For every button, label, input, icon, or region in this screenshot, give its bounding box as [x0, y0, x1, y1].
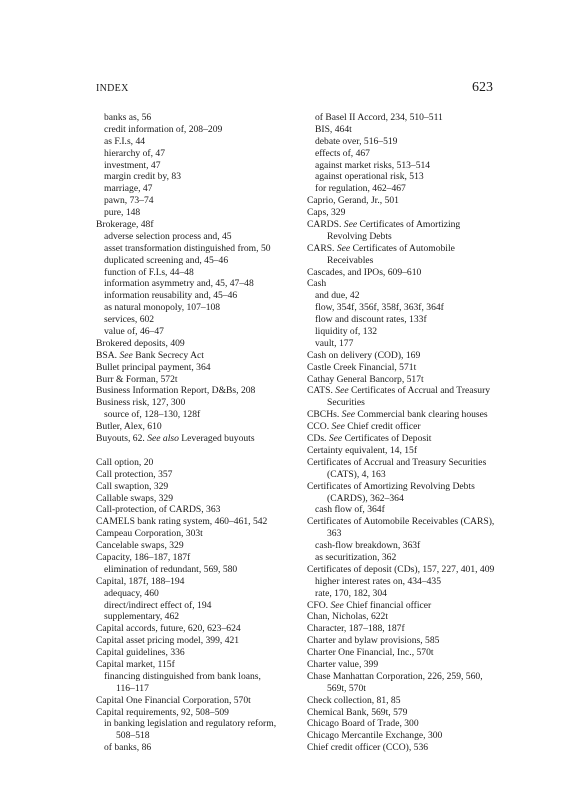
index-entry: [96, 635, 276, 647]
entry-text: of Basel II Accord, 234, 510–511: [315, 112, 443, 123]
index-subentry: [96, 267, 276, 279]
index-subentry: [307, 290, 494, 302]
index-entry: [307, 623, 494, 635]
index-entry: [307, 457, 494, 469]
index-entry: [96, 528, 276, 540]
cross-reference-target: Certificates of Deposit: [342, 433, 432, 445]
index-subentry: [96, 243, 276, 255]
index-subentry: [307, 231, 494, 243]
index-entry: [307, 362, 494, 374]
entry-text: Campeau Corporation, 303t: [96, 528, 203, 540]
entry-text: Call swaption, 329: [96, 480, 169, 492]
entry-text: duplicated screening and, 45–46: [104, 254, 229, 266]
index-subentry: [307, 683, 494, 695]
page-number: 623: [472, 80, 493, 95]
entry-text: investment, 47: [104, 159, 161, 171]
entry-text: Business risk, 127, 300: [96, 397, 186, 409]
index-entry: [307, 409, 494, 421]
entry-text: Business Information Report, D&Bs, 208: [96, 385, 256, 397]
entry-text: Chemical Bank, 569t, 579: [307, 706, 408, 718]
index-subentry: [307, 540, 494, 552]
index-entry: [96, 374, 276, 386]
entry-text: liquidity of, 132: [315, 326, 378, 338]
entry-text: for regulation, 462–467: [315, 183, 406, 195]
entry-text: source of, 128–130, 128f: [104, 409, 201, 421]
entry-text: CCO.: [307, 421, 332, 433]
index-entry: [307, 718, 494, 730]
index-entry: [307, 635, 494, 647]
index-entry: [307, 611, 494, 623]
index-entry: [96, 481, 276, 493]
index-subentry: [96, 136, 276, 148]
cross-reference-label: See: [343, 219, 358, 231]
entry-text: Cash: [307, 278, 327, 290]
index-entry: [307, 243, 494, 255]
cross-reference-label: See: [330, 599, 344, 611]
index-entry: [96, 647, 276, 659]
index-entry: [96, 385, 276, 397]
entry-text: Cancelable swaps, 329: [96, 540, 184, 552]
index-entry: [307, 278, 494, 290]
index-entry: [307, 350, 494, 362]
index-subentry: [96, 290, 276, 302]
index-subentry: [96, 611, 276, 623]
index-entry: [96, 504, 276, 516]
entry-text: Certificates of Amortizing Revolving Debts: [307, 480, 475, 492]
entry-text: services, 602: [104, 314, 155, 326]
entry-text: CARS.: [307, 242, 337, 254]
index-entry: [96, 623, 276, 635]
index-entry: [307, 659, 494, 671]
entry-text: information reusability and, 45–46: [104, 290, 238, 302]
index-entry: [307, 481, 494, 493]
index-subentry: [96, 231, 276, 243]
index-subentry: [307, 183, 494, 195]
entry-text: Capital requirements, 92, 508–509: [96, 706, 229, 718]
index-entry: [96, 362, 276, 374]
entry-text: effects of, 467: [315, 147, 370, 159]
index-entry: [96, 516, 276, 528]
entry-text: information asymmetry and, 45, 47–48: [104, 278, 254, 290]
index-subentry: [307, 160, 494, 172]
entry-text: direct/indirect effect of, 194: [104, 599, 212, 611]
index-subentry: [307, 171, 494, 183]
index-subentry: [307, 469, 494, 481]
index-subentry: [96, 600, 276, 612]
index-subentry: [307, 588, 494, 600]
entry-text: Chicago Mercantile Exchange, 300: [307, 730, 443, 742]
index-subentry: [307, 397, 494, 409]
index-subentry: [307, 148, 494, 160]
index-entry: [307, 707, 494, 719]
entry-text: as natural monopoly, 107–108: [104, 302, 221, 314]
index-entry: [307, 207, 494, 219]
index-entry: [96, 397, 276, 409]
index-entry: [96, 469, 276, 481]
cross-reference-target: Leveraged buyouts: [178, 433, 255, 445]
index-entry: [96, 350, 276, 362]
entry-text: Charter value, 399: [307, 658, 379, 670]
entry-text: Brokered deposits, 409: [96, 337, 185, 349]
index-subentry: [307, 326, 494, 338]
entry-text: Securities: [327, 397, 365, 409]
cross-reference-label: See: [328, 433, 343, 445]
entry-text: Certificates of Automobile Receivables (CARS),: [307, 516, 495, 528]
entry-text: Burr & Forman, 572t: [96, 373, 178, 385]
cross-reference-target: Certificates of Accrual and Treasury: [348, 385, 491, 397]
entry-text: cash flow of, 364f: [315, 504, 385, 516]
index-entry: [307, 219, 494, 231]
entry-text: Certainty equivalent, 14, 15f: [307, 444, 418, 456]
index-subentry: [96, 171, 276, 183]
entry-text: of banks, 86: [104, 742, 152, 754]
entry-text: financing distinguished from bank loans,: [104, 670, 261, 682]
index-entry: [96, 540, 276, 552]
entry-text: Buyouts, 62.: [96, 433, 148, 445]
cross-reference-target: Certificates of Amortizing: [357, 219, 461, 231]
entry-text: 116–117: [116, 682, 149, 694]
index-subentry: [96, 409, 276, 421]
entry-text: Certificates of Accrual and Treasury Securities: [307, 456, 487, 468]
entry-text: 508–518: [116, 730, 150, 742]
entry-text: BSA.: [96, 349, 120, 361]
entry-text: Capital guidelines, 336: [96, 647, 185, 659]
index-entry: [307, 730, 494, 742]
cross-reference-target: Bank Secrecy Act: [132, 349, 204, 361]
entry-text: Capacity, 186–187, 187f: [96, 551, 191, 563]
index-subentry: [307, 493, 494, 505]
cross-reference-label: See also: [147, 433, 179, 445]
index-entry: [96, 695, 276, 707]
index-entry: [96, 457, 276, 469]
cross-reference-label: See: [331, 421, 345, 433]
index-subentry: [307, 124, 494, 136]
cross-reference-label: See: [335, 385, 349, 397]
entry-text: as securitization, 362: [315, 551, 397, 563]
index-entry: [96, 576, 276, 588]
entry-text: rate, 170, 182, 304: [315, 587, 387, 599]
entry-text: Caps, 329: [307, 207, 346, 219]
index-subentry: [96, 314, 276, 326]
entry-text: Bullet principal payment, 364: [96, 361, 211, 373]
entry-text: and due, 42: [315, 290, 360, 302]
entry-text: function of F.I.s, 44–48: [104, 266, 194, 278]
cross-reference-target: Chief financial officer: [343, 599, 432, 611]
entry-text: Check collection, 81, 85: [307, 694, 401, 706]
index-entry: [307, 742, 494, 754]
cross-reference-target: Certificates of Automobile: [350, 242, 455, 254]
index-entry: [96, 421, 276, 433]
entry-text: Capital asset pricing model, 399, 421: [96, 635, 240, 647]
entry-text: as F.I.s, 44: [104, 135, 146, 147]
entry-text: pawn, 73–74: [104, 195, 154, 207]
entry-text: adequacy, 460: [104, 587, 159, 599]
entry-text: Brokerage, 48f: [96, 219, 154, 231]
index-subentry: [307, 112, 494, 124]
entry-text: 569t, 570t: [327, 682, 366, 694]
index-subentry: [96, 148, 276, 160]
entry-text: Capital, 187f, 188–194: [96, 575, 185, 587]
entry-text: Chan, Nicholas, 622t: [307, 611, 389, 623]
entry-text: Receivables: [327, 254, 374, 266]
entry-text: against market risks, 513–514: [315, 159, 431, 171]
entry-text: Chief credit officer (CCO), 536: [307, 742, 429, 754]
index-subentry: [96, 124, 276, 136]
entry-text: Cash on delivery (COD), 169: [307, 349, 421, 361]
entry-text: Capital accords, future, 620, 623–624: [96, 623, 241, 635]
index-entry: [307, 267, 494, 279]
entry-text: debate over, 516–519: [315, 135, 398, 147]
entry-text: vault, 177: [315, 337, 354, 349]
entry-text: Call-protection, of CARDS, 363: [96, 504, 221, 516]
index-subentry: [96, 683, 276, 695]
entry-text: Capital One Financial Corporation, 570t: [96, 694, 251, 706]
index-subentry: [307, 302, 494, 314]
index-subentry: [307, 576, 494, 588]
index-subentry: [307, 314, 494, 326]
index-entry: [96, 433, 276, 445]
entry-text: flow, 354f, 356f, 358f, 363f, 364f: [315, 302, 444, 314]
index-entry: [307, 421, 494, 433]
entry-text: CARDS.: [307, 219, 344, 231]
index-subentry: [307, 528, 494, 540]
entry-text: cash-flow breakdown, 363f: [315, 540, 421, 552]
index-entry: [307, 564, 494, 576]
index-subentry: [96, 730, 276, 742]
index-subentry: [96, 278, 276, 290]
index-entry: [307, 433, 494, 445]
entry-text: Capital market, 115f: [96, 658, 175, 670]
entry-text: CATS.: [307, 385, 336, 397]
entry-text: Chase Manhattan Corporation, 226, 259, 560,: [307, 670, 483, 682]
index-subentry: [96, 302, 276, 314]
index-entry: [307, 385, 494, 397]
entry-text: Charter and bylaw provisions, 585: [307, 635, 440, 647]
entry-text: margin credit by, 83: [104, 171, 181, 183]
index-subentry: [96, 112, 276, 124]
index-entry: [96, 659, 276, 671]
entry-text: Callable swaps, 329: [96, 492, 174, 504]
entry-text: CDs.: [307, 433, 329, 445]
entry-text: hierarchy of, 47: [104, 147, 166, 159]
index-subentry: [96, 207, 276, 219]
index-entry: [96, 707, 276, 719]
index-column-left: [96, 112, 276, 754]
index-subentry: [96, 160, 276, 172]
index-subentry: [96, 255, 276, 267]
index-entry: [307, 445, 494, 457]
index-entry: [307, 647, 494, 659]
index-subentry: [96, 326, 276, 338]
entry-text: higher interest rates on, 434–435: [315, 575, 442, 587]
entry-text: Call option, 20: [96, 456, 154, 468]
entry-text: Call protection, 357: [96, 468, 173, 480]
index-entry: [307, 195, 494, 207]
index-subentry: [96, 742, 276, 754]
entry-text: Revolving Debts: [327, 230, 392, 242]
index-entry: [307, 671, 494, 683]
cross-reference-target: Commercial bank clearing houses: [354, 409, 488, 421]
entry-text: banks as, 56: [104, 112, 152, 123]
entry-text: elimination of redundant, 569, 580: [104, 563, 238, 575]
index-subentry: [307, 136, 494, 148]
index-subentry: [307, 338, 494, 350]
index-entry: [307, 695, 494, 707]
entry-text: CBCHs.: [307, 409, 342, 421]
entry-text: 363: [327, 528, 342, 540]
index-subentry: [96, 718, 276, 730]
section-gap: [96, 445, 276, 457]
header-title: INDEX: [96, 83, 129, 94]
index-subentry: [96, 588, 276, 600]
index-entry: [307, 600, 494, 612]
index-entry: [96, 219, 276, 231]
entry-text: against operational risk, 513: [315, 171, 424, 183]
entry-text: CAMELS bank rating system, 460–461, 542: [96, 516, 268, 528]
entry-text: Charter One Financial, Inc., 570t: [307, 647, 434, 659]
entry-text: asset transformation distinguished from, 50: [104, 242, 271, 254]
entry-text: CFO.: [307, 599, 331, 611]
cross-reference-label: See: [341, 409, 355, 421]
index-entry: [96, 338, 276, 350]
entry-text: Cascades, and IPOs, 609–610: [307, 266, 422, 278]
entry-text: Butler, Alex, 610: [96, 421, 162, 433]
index-subentry: [96, 195, 276, 207]
index-subentry: [307, 255, 494, 267]
cross-reference-label: See: [336, 242, 351, 254]
index-entry: [96, 493, 276, 505]
entry-text: pure, 148: [104, 207, 141, 219]
entry-text: Certificates of deposit (CDs), 157, 227, 401, 409: [307, 563, 495, 575]
entry-text: value of, 46–47: [104, 326, 164, 338]
entry-text: flow and discount rates, 133f: [315, 314, 427, 326]
index-subentry: [307, 552, 494, 564]
index-subentry: [96, 564, 276, 576]
index-entry: [307, 374, 494, 386]
index-subentry: [96, 183, 276, 195]
entry-text: Chicago Board of Trade, 300: [307, 718, 419, 730]
entry-text: credit information of, 208–209: [104, 123, 223, 135]
index-subentry: [307, 504, 494, 516]
entry-text: Castle Creek Financial, 571t: [307, 361, 417, 373]
index-entry: [96, 552, 276, 564]
entry-text: supplementary, 462: [104, 611, 180, 623]
entry-text: Character, 187–188, 187f: [307, 623, 405, 635]
entry-text: Cathay General Bancorp, 517t: [307, 373, 424, 385]
index-entry: [307, 516, 494, 528]
cross-reference-target: Chief credit officer: [344, 421, 421, 433]
entry-text: marriage, 47: [104, 183, 153, 195]
index-column-right: [307, 112, 494, 754]
cross-reference-label: See: [119, 349, 133, 361]
entry-text: (CATS), 4, 163: [327, 468, 386, 480]
entry-text: adverse selection process and, 45: [104, 230, 232, 242]
entry-text: in banking legislation and regulatory reform,: [104, 718, 277, 730]
entry-text: BIS, 464t: [315, 123, 352, 135]
index-subentry: [96, 671, 276, 683]
entry-text: Caprio, Gerand, Jr., 501: [307, 195, 399, 207]
entry-text: (CARDS), 362–364: [327, 492, 404, 504]
